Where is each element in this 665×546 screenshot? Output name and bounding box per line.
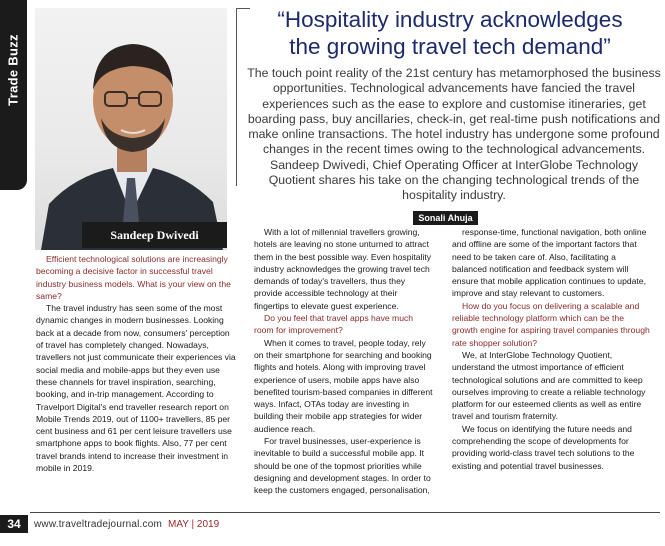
section-label: Trade Buzz — [5, 34, 21, 106]
photo-caption: Sandeep Dwivedi — [82, 222, 227, 248]
footer-rule — [30, 512, 660, 513]
answer-1-continued: With a lot of millennial travellers growing, hotels are leaving no stone unturned to attract them in the best possible way. Even hospitality industry acknowledges the growing travel tech demands of today's travellers, thus they provide accessible technology at their fingertips to elevate guest experience. — [254, 227, 432, 311]
website-link[interactable]: www.traveltradejournal.com — [34, 518, 163, 530]
portrait-illustration — [35, 8, 227, 250]
page-footer — [0, 515, 219, 533]
article-column-1 — [36, 253, 236, 474]
answer-3-part-1: We, at InterGlobe Technology Quotient, understand the utmost importance of efficient technological solutions and are committed to keep ourselves improving to create a reliable technology platform for our esteemed clients as well as entire travel and tourism fraternity. — [452, 349, 646, 422]
article-column-2 — [254, 226, 434, 497]
question-1: Efficient technological solutions are increasingly becoming a decisive factor in successful travel industry business models. What is your view on the same? — [36, 254, 231, 301]
answer-3-part-2: We focus on identifying the future needs and comprehending the scope of developments for providing world-class travel tech solutions to the existing and potential travel businesses. — [452, 423, 635, 471]
answer-2-part-1: When it comes to travel, people today, rely on their smartphone for searching and booking flights and hotels. Along with improving travel experience of users, mobile apps have also benefited tourism-based companies in different ways. Infact, OTAs today are investing in building their mobile app strategies for wider audience reach. — [254, 337, 433, 434]
answer-2-part-2: For travel businesses, user-experience is inevitable to build a successful mobile app. It should be one of the topmost priorities while designing and development stages. In order to keep the customers engaged, personalisation, — [254, 436, 431, 496]
question-2: Do you feel that travel apps have much room for improvement? — [254, 313, 414, 336]
issue-date: MAY | 2019 — [168, 518, 220, 530]
section-tab — [0, 0, 27, 190]
byline: Sonali Ahuja — [413, 211, 478, 225]
article-column-3 — [452, 226, 652, 472]
answer-2-continued: response-time, functional navigation, both online and offline are some of the important factors that need to be taken care of. Also, facilitating a balanced notification and feedback system will ensure that mobile application continues to update, improve and stay relevant to customers. — [452, 227, 647, 299]
answer-1: The travel industry has seen some of the most dynamic changes in modern businesses. Looking back at a decade from now, consumers' perception of travel has completely changed. Nowadays, travellers not just communicate their experiences via social media and mobile-apps but they even use these channels for travel inspiration, searching, booking, and in-trip management. According to Travelport Digital's end traveller research report on Mobile Trends 2019, out of 1100+ travellers, 85 per cent business and 61 per cent leisure travellers use smartphone apps to book flights. Also, 77 per cent travel brands intend to increase their investment in mobile in 2019. — [36, 303, 236, 474]
portrait-photo — [35, 8, 227, 250]
headline: “Hospitality industry acknowledges the growing travel tech demand” — [277, 7, 623, 59]
standfirst: The touch point reality of the 21st century has metamorphosed the business opportunities. Technological advancements have fancied the travel experiences such as the ease to explore and customise itineraries, get boarding pass, buy ancillaries, check-in, get real-time push notifications and make online transactions. The hotel industry has undergone some profound changes in the recent times owing to the technological advancements. Sandeep Dwivedi, Chief Operating Officer at InterGlobe Technology Quotient shares his take on the changing technological trends of the hospitality industry. — [247, 66, 661, 203]
headline-rule-vertical — [236, 8, 237, 186]
page-number: 34 — [0, 515, 28, 533]
question-3: How do you focus on delivering a scalable and reliable technology platform which can be the growth engine for aspiring travel companies through rate shopper solution? — [452, 300, 650, 348]
